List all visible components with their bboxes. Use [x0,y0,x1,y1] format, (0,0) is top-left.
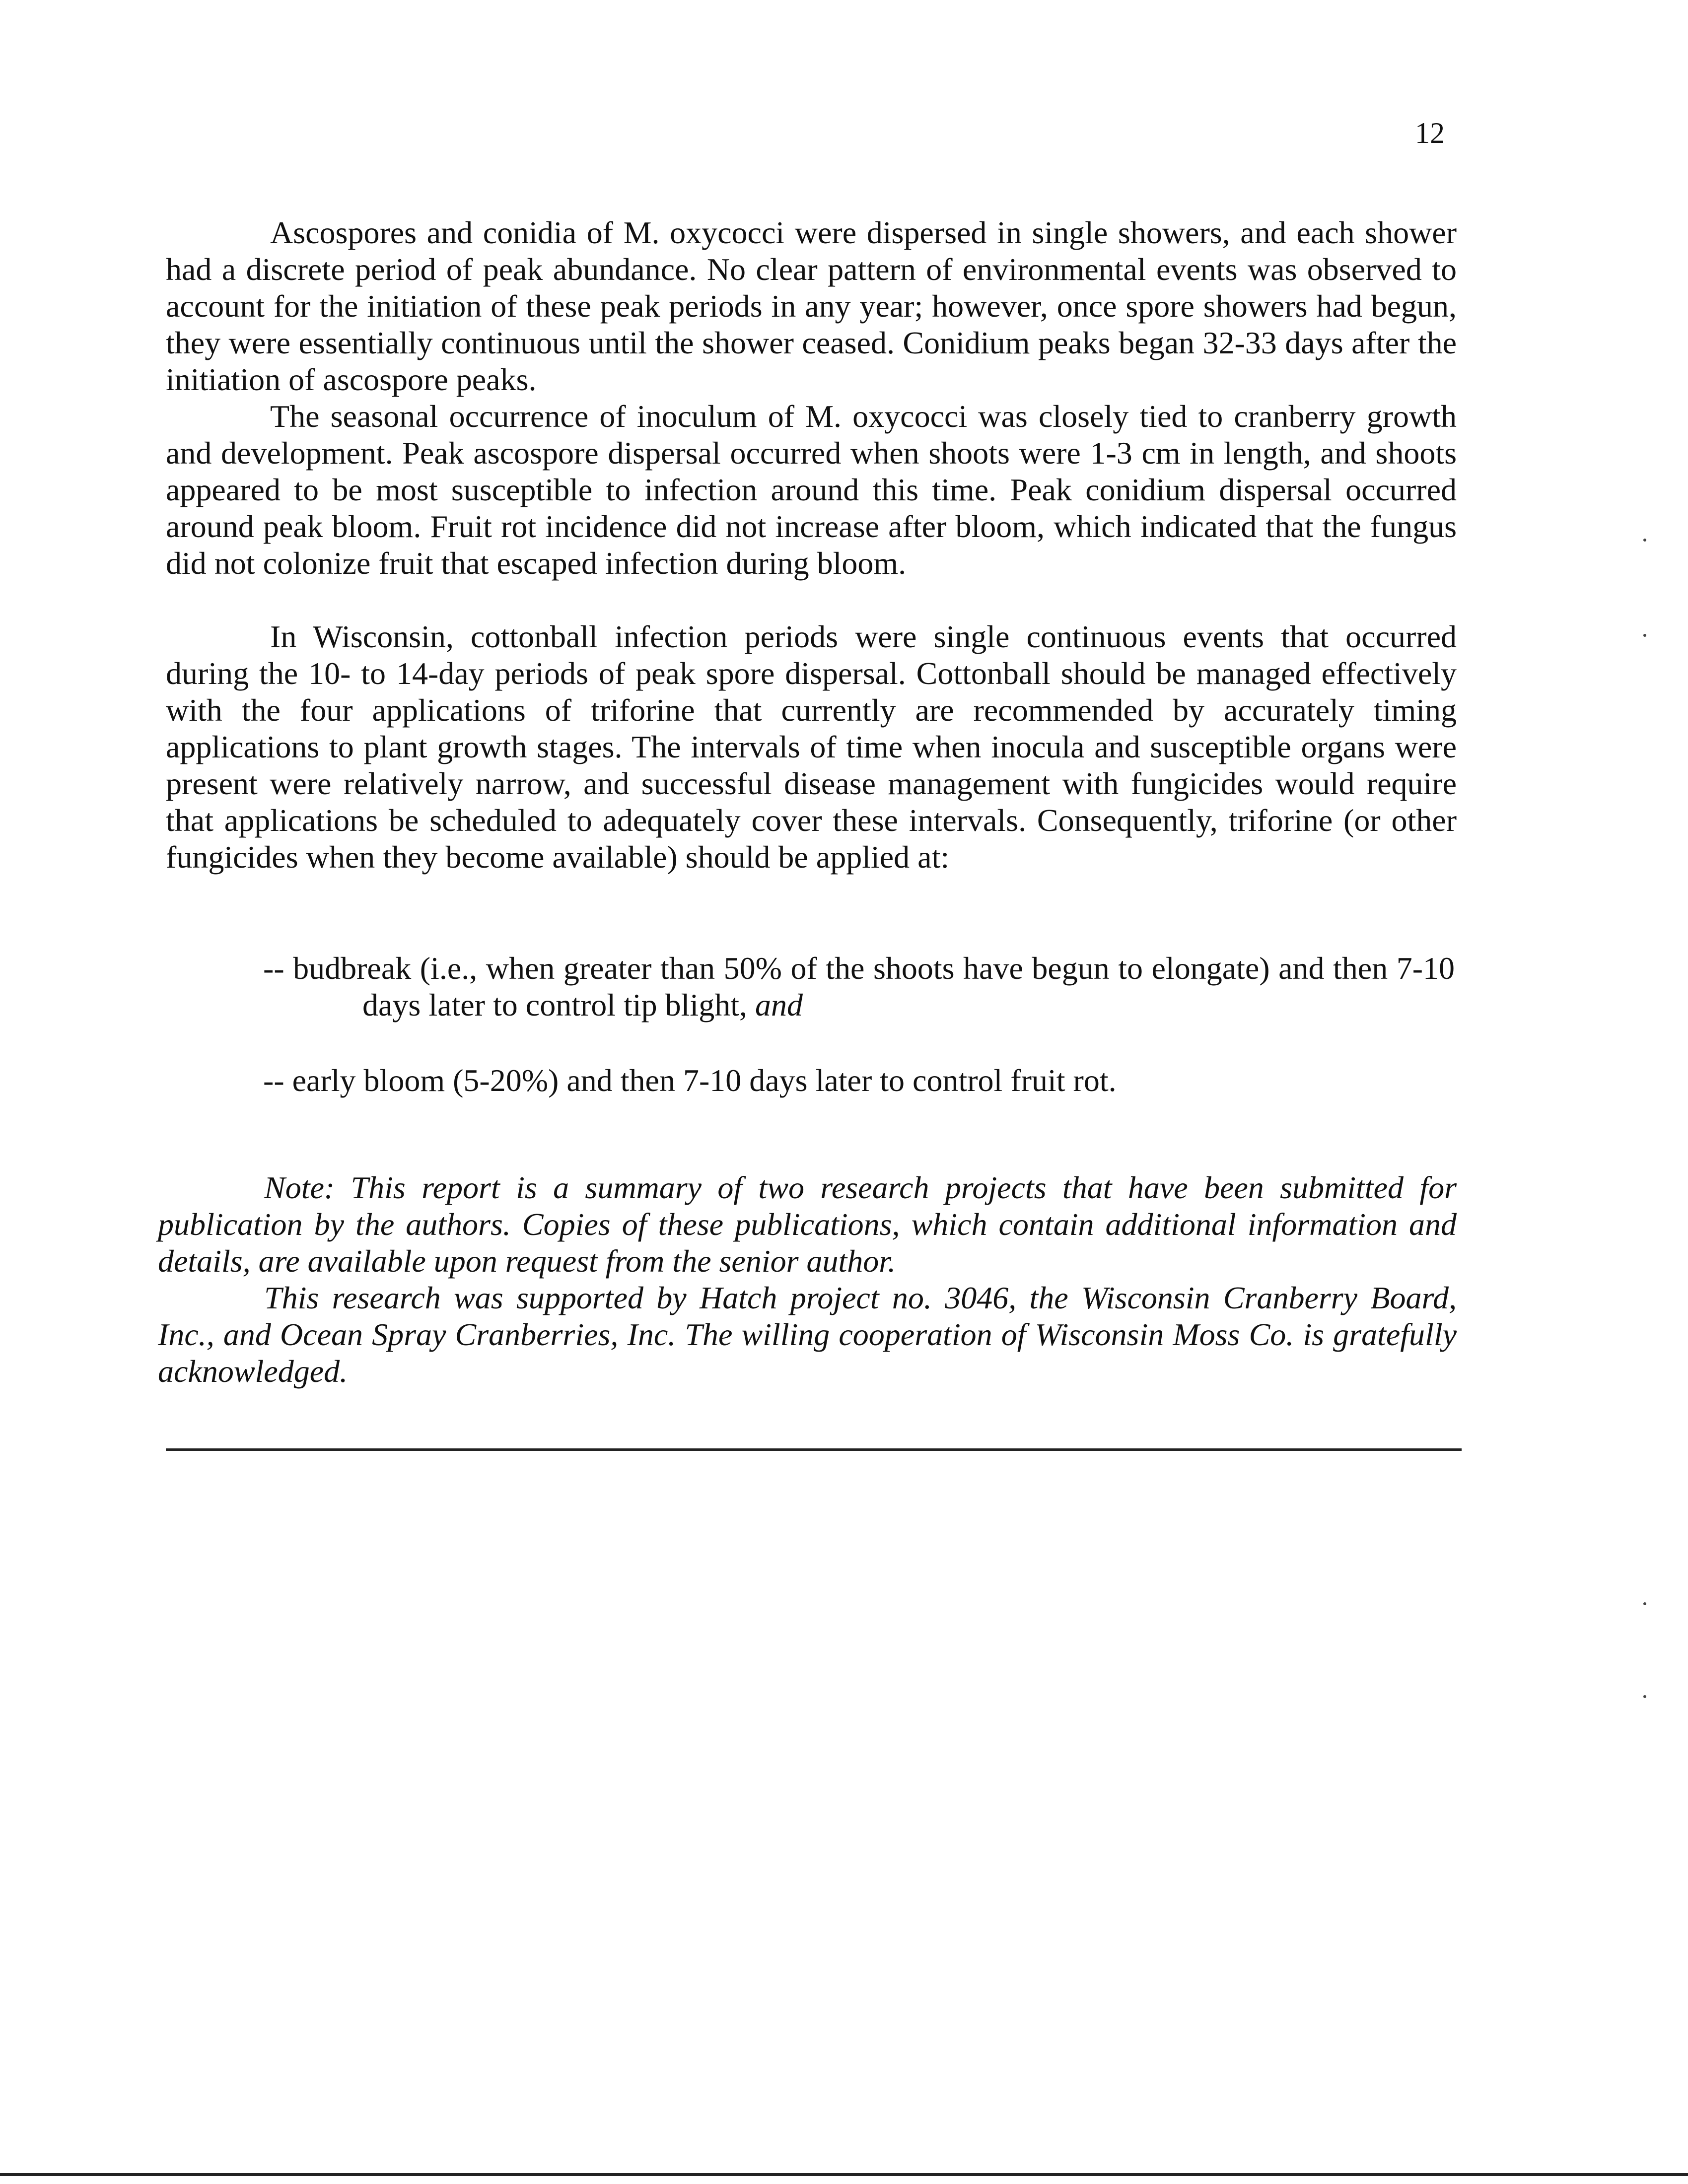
body-paragraph-ascospores [166,214,1457,398]
note-acknowledgement: This research was supported by Hatch project no. 3046, the Wisconsin Cranberry Board, Inc., and Ocean Spray Cranberries, Inc. The willing cooperation of Wisconsin Moss Co. is gratefully acknowledged. [158,1280,1457,1389]
scan-speck [1643,634,1646,637]
list-item-text: -- budbreak (i.e., when greater than 50% of the shoots have begun to elongate) and then 7-10 days later to control tip blight, [263,951,1455,1023]
paragraph-text: The seasonal occurrence of inoculum of M. oxycocci was closely tied to cranberry growth and development. Peak ascospore dispersal occurred when shoots were 1-3 cm in length, and shoots appeared to be most susceptible to infection around this time. Peak conidium dispersal occurred around peak bloom. Fruit rot incidence did not increase after bloom, which indicated that the fungus did not colonize fruit that escaped infection during bloom. [166,399,1457,581]
scan-speck [1643,1602,1646,1605]
body-paragraph-seasonal [166,398,1457,582]
body-paragraph-wisconsin [166,618,1457,876]
note-section [158,1169,1457,1390]
list-item-early-bloom [263,1062,1455,1099]
note-summary: Note: This report is a summary of two research projects that have been submitted for publication by the authors. Copies of these publications, which contain additional information and details, are available upon request from the senior author. [158,1170,1457,1279]
paragraph-text: Ascospores and conidia of M. oxycocci were dispersed in single showers, and each shower had a discrete period of peak abundance. No clear pattern of environmental events was observed to account for the initiation of these peak periods in any year; however, once spore showers had begun, they were essentially continuous until the shower ceased. Conidium peaks began 32-33 days after the initiation of ascospore peaks. [166,215,1457,397]
footnote-divider [166,1448,1462,1451]
recommendation-list [263,950,1455,1099]
scan-speck [1643,1695,1646,1698]
list-item-emphasis: and [755,987,803,1023]
list-item-text: -- early bloom (5-20%) and then 7-10 days later to control fruit rot. [263,1063,1117,1098]
page-bottom-edge [0,2173,1688,2176]
paragraph-text: In Wisconsin, cottonball infection periods were single continuous events that occurred during the 10- to 14-day periods of peak spore dispersal. Cottonball should be managed effectively with the four applications of triforine that currently are recommended by accurately timing applications to plant growth stages. The intervals of time when inocula and susceptible organs were present were relatively narrow, and successful disease management with fungicides would require that applications be scheduled to adequately cover these intervals. Consequently, triforine (or other fungicides when they become available) should be applied at: [166,619,1457,875]
scan-speck [1643,539,1646,542]
page-number: 12 [1415,117,1445,149]
list-item-budbreak [263,950,1455,1024]
